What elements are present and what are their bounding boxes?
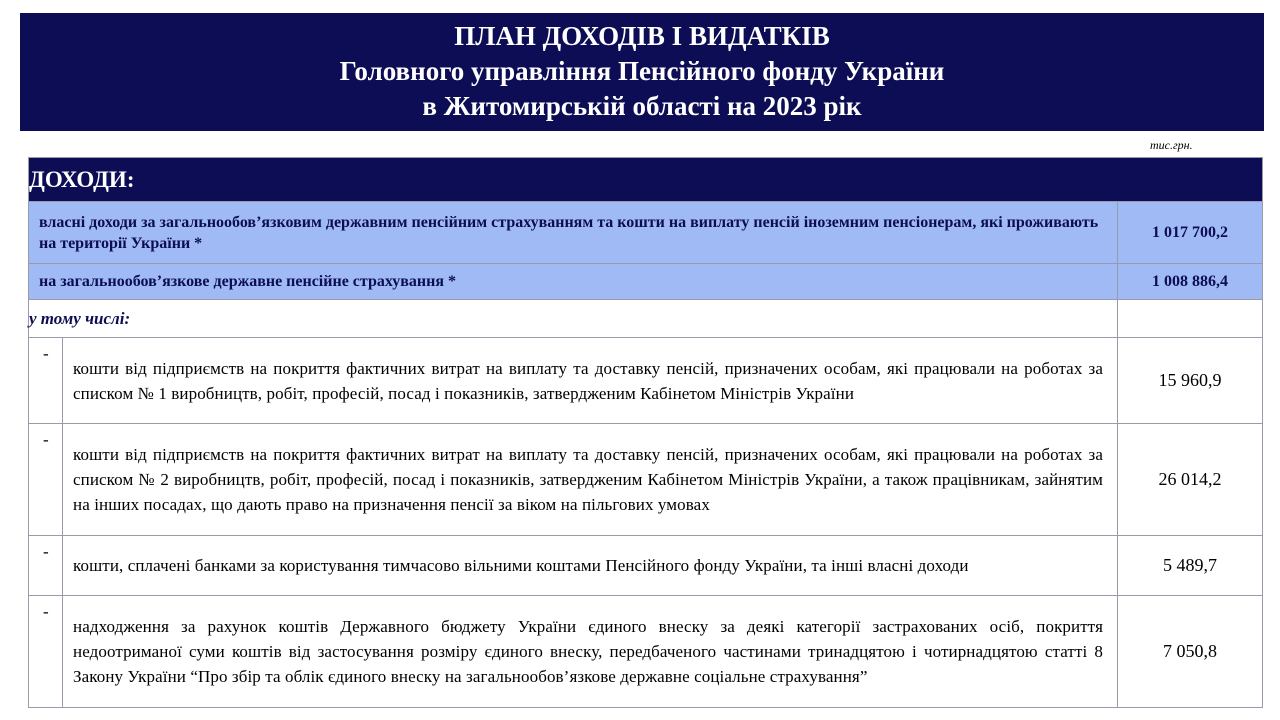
row-marker: - — [29, 338, 63, 424]
unit-label: тис.грн. — [1150, 138, 1193, 152]
summary-value: 1 008 886,4 — [1118, 264, 1263, 300]
row-text: кошти від підприємств на покриття фактичних витрат на виплату та доставку пенсій, призначених особам, які працювали на роботах за списком № 1 виробництв, робіт, професій, посад і показників, затвердженим Кабінетом Міністрів України — [63, 338, 1118, 424]
summary-label: на загальнообов’язкове державне пенсійне страхування * — [29, 264, 1118, 300]
summary-label: власні доходи за загальнообов’язковим державним пенсійним страхуванням та кошти на виплату пенсій іноземним пенсіонерам, які проживають на території України * — [29, 202, 1118, 264]
row-text: кошти, сплачені банками за користування тимчасово вільними коштами Пенсійного фонду України, та інші власні доходи — [63, 536, 1118, 596]
row-marker: - — [29, 536, 63, 596]
section-header: ДОХОДИ: — [29, 158, 1263, 202]
summary-row — [29, 202, 1263, 264]
row-text: кошти від підприємств на покриття фактичних витрат на виплату та доставку пенсій, призначених особам, які працювали на роботах за списком № 2 виробництв, робіт, професій, посад і показників, затвердженим Кабінетом Міністрів України, а також працівникам, зайнятим на інших посадах, що дають право на призначення пенсії за віком на пільгових умовах — [63, 424, 1118, 536]
summary-value: 1 017 700,2 — [1118, 202, 1263, 264]
income-table — [28, 157, 1263, 708]
title-line-2: Головного управління Пенсійного фонду України — [339, 56, 945, 86]
row-marker: - — [29, 424, 63, 536]
empty-cell — [1118, 300, 1263, 338]
table-row — [29, 596, 1263, 708]
summary-row — [29, 264, 1263, 300]
title-line-3: в Житомирській області на 2023 рік — [422, 91, 862, 121]
table-row — [29, 536, 1263, 596]
row-marker: - — [29, 596, 63, 708]
table-row — [29, 424, 1263, 536]
subheading: у тому числі: — [29, 300, 1118, 338]
table-row — [29, 338, 1263, 424]
row-value: 5 489,7 — [1118, 536, 1263, 596]
row-text: надходження за рахунок коштів Державного бюджету України єдиного внеску за деякі категорії застрахованих осіб, покриття недоотриманої суми коштів від застосування розміру єдиного внеску, передбаченого частинами тринадцятою і чотирнадцятою статті 8 Закону України “Про збір та облік єдиного внеску на загальнообов’язкове державне соціальне страхування” — [63, 596, 1118, 708]
row-value: 26 014,2 — [1118, 424, 1263, 536]
section-header-row — [29, 158, 1263, 202]
title-line-1: ПЛАН ДОХОДІВ І ВИДАТКІВ — [454, 21, 830, 51]
row-value: 7 050,8 — [1118, 596, 1263, 708]
subheading-row — [29, 300, 1263, 338]
row-value: 15 960,9 — [1118, 338, 1263, 424]
title-banner — [20, 13, 1264, 131]
